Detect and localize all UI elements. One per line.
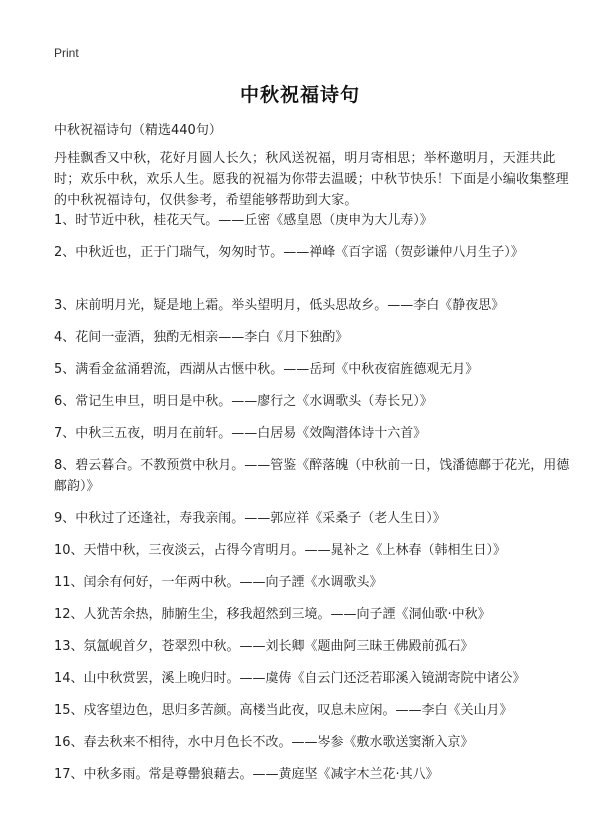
list-item-text: 2、中秋近也，正于门瑞气，匆匆时节。——禅峰《百字谣（贺彭谦仲八月生子）》: [54, 245, 524, 260]
print-label: Print: [54, 46, 79, 60]
list-item-text: 15、戍客望边色，思归多苦颜。高楼当此夜，叹息未应闲。——李白《关山月》: [54, 703, 513, 718]
list-item-text: 1、时节近中秋，桂花天气。——丘密《感皇恩（庚申为大儿寿）》: [54, 213, 433, 228]
intro-paragraph: 丹桂飘香又中秋，花好月圆人长久；秋风送祝福，明月寄相思；举杯邀明月，天涯共此时；欢乐中秋，欢乐人生。愿我的祝福为你带去温暖；中秋节快乐！下面是小编收集整理的中秋祝福诗句，仅供参考，希望能够帮助到大家。: [54, 151, 569, 208]
list-item-text: 13、氛氲岘首夕，苍翠烈中秋。——刘长卿《题曲阿三昧王佛殿前孤石》: [54, 639, 474, 654]
list-item: [54, 604, 574, 636]
list-item: [54, 572, 574, 604]
list-item: [54, 764, 574, 796]
list-item-text: 7、中秋三五夜，明月在前轩。——白居易《效陶潜体诗十六首》: [54, 426, 427, 441]
list-item-text: 14、山中秋赏罢，溪上晚归时。——虞俦《自云门还泛若耶溪入镜湖寄院中诸公》: [54, 671, 526, 686]
list-item-text: 5、满看金盆涌碧流，西湖从古惬中秋。——岳珂《中秋夜宿旌德观无月》: [54, 362, 479, 377]
list-item: [54, 540, 574, 572]
list-item: [54, 636, 574, 668]
list-item-text: 12、人犹苦余热，肺腑生尘，移我超然到三境。——向子諲《洞仙歌·中秋》: [54, 607, 491, 622]
list-item: [54, 455, 574, 508]
list-item-text: 6、常记生申旦，明日是中秋。——廖行之《水调歌头（寿长兄）》: [54, 394, 433, 409]
list-item-text: 8、碧云暮合。不教预赏中秋月。——管鉴《醉落魄（中秋前一日，饯潘德鄜于花光，用德鄜韵）》: [54, 458, 570, 494]
list-item-text: 4、花间一壶酒，独酌无相亲——李白《月下独酌》: [54, 330, 349, 345]
list-item: [54, 732, 574, 764]
list-item: [54, 295, 574, 327]
page-title: 中秋祝福诗句: [239, 84, 360, 106]
list-item: [54, 327, 574, 359]
list-item-text: 16、春去秋来不相待，水中月色长不改。——岑参《敷水歌送窦渐入京》: [54, 735, 474, 750]
list-item: [54, 391, 574, 423]
list-item: [54, 210, 574, 242]
list-item: [54, 668, 574, 700]
list-item-text: 17、中秋多雨。常是尊罍狼藉去。——黄庭坚《减字木兰花·其八》: [54, 767, 439, 782]
poem-list: [54, 210, 574, 796]
list-item: [54, 423, 574, 455]
list-item: [54, 359, 574, 391]
list-item-text: 3、床前明月光，疑是地上霜。举头望明月，低头思故乡。——李白《静夜思》: [54, 298, 505, 313]
list-item-text: 9、中秋过了还逢社，寿我亲闱。——郭应祥《采桑子（老人生日）》: [54, 511, 446, 526]
list-item: [54, 700, 574, 732]
list-item-text: 10、天惜中秋，三夜淡云，占得今宵明月。——晁补之《上林春（韩相生日）》: [54, 543, 507, 558]
list-item-text: 11、闰余有何好，一年两中秋。——向子諲《水调歌头》: [54, 575, 383, 590]
list-item: [54, 242, 574, 295]
page-subtitle: 中秋祝福诗句（精选440句）: [54, 123, 222, 138]
list-item: [54, 508, 574, 540]
